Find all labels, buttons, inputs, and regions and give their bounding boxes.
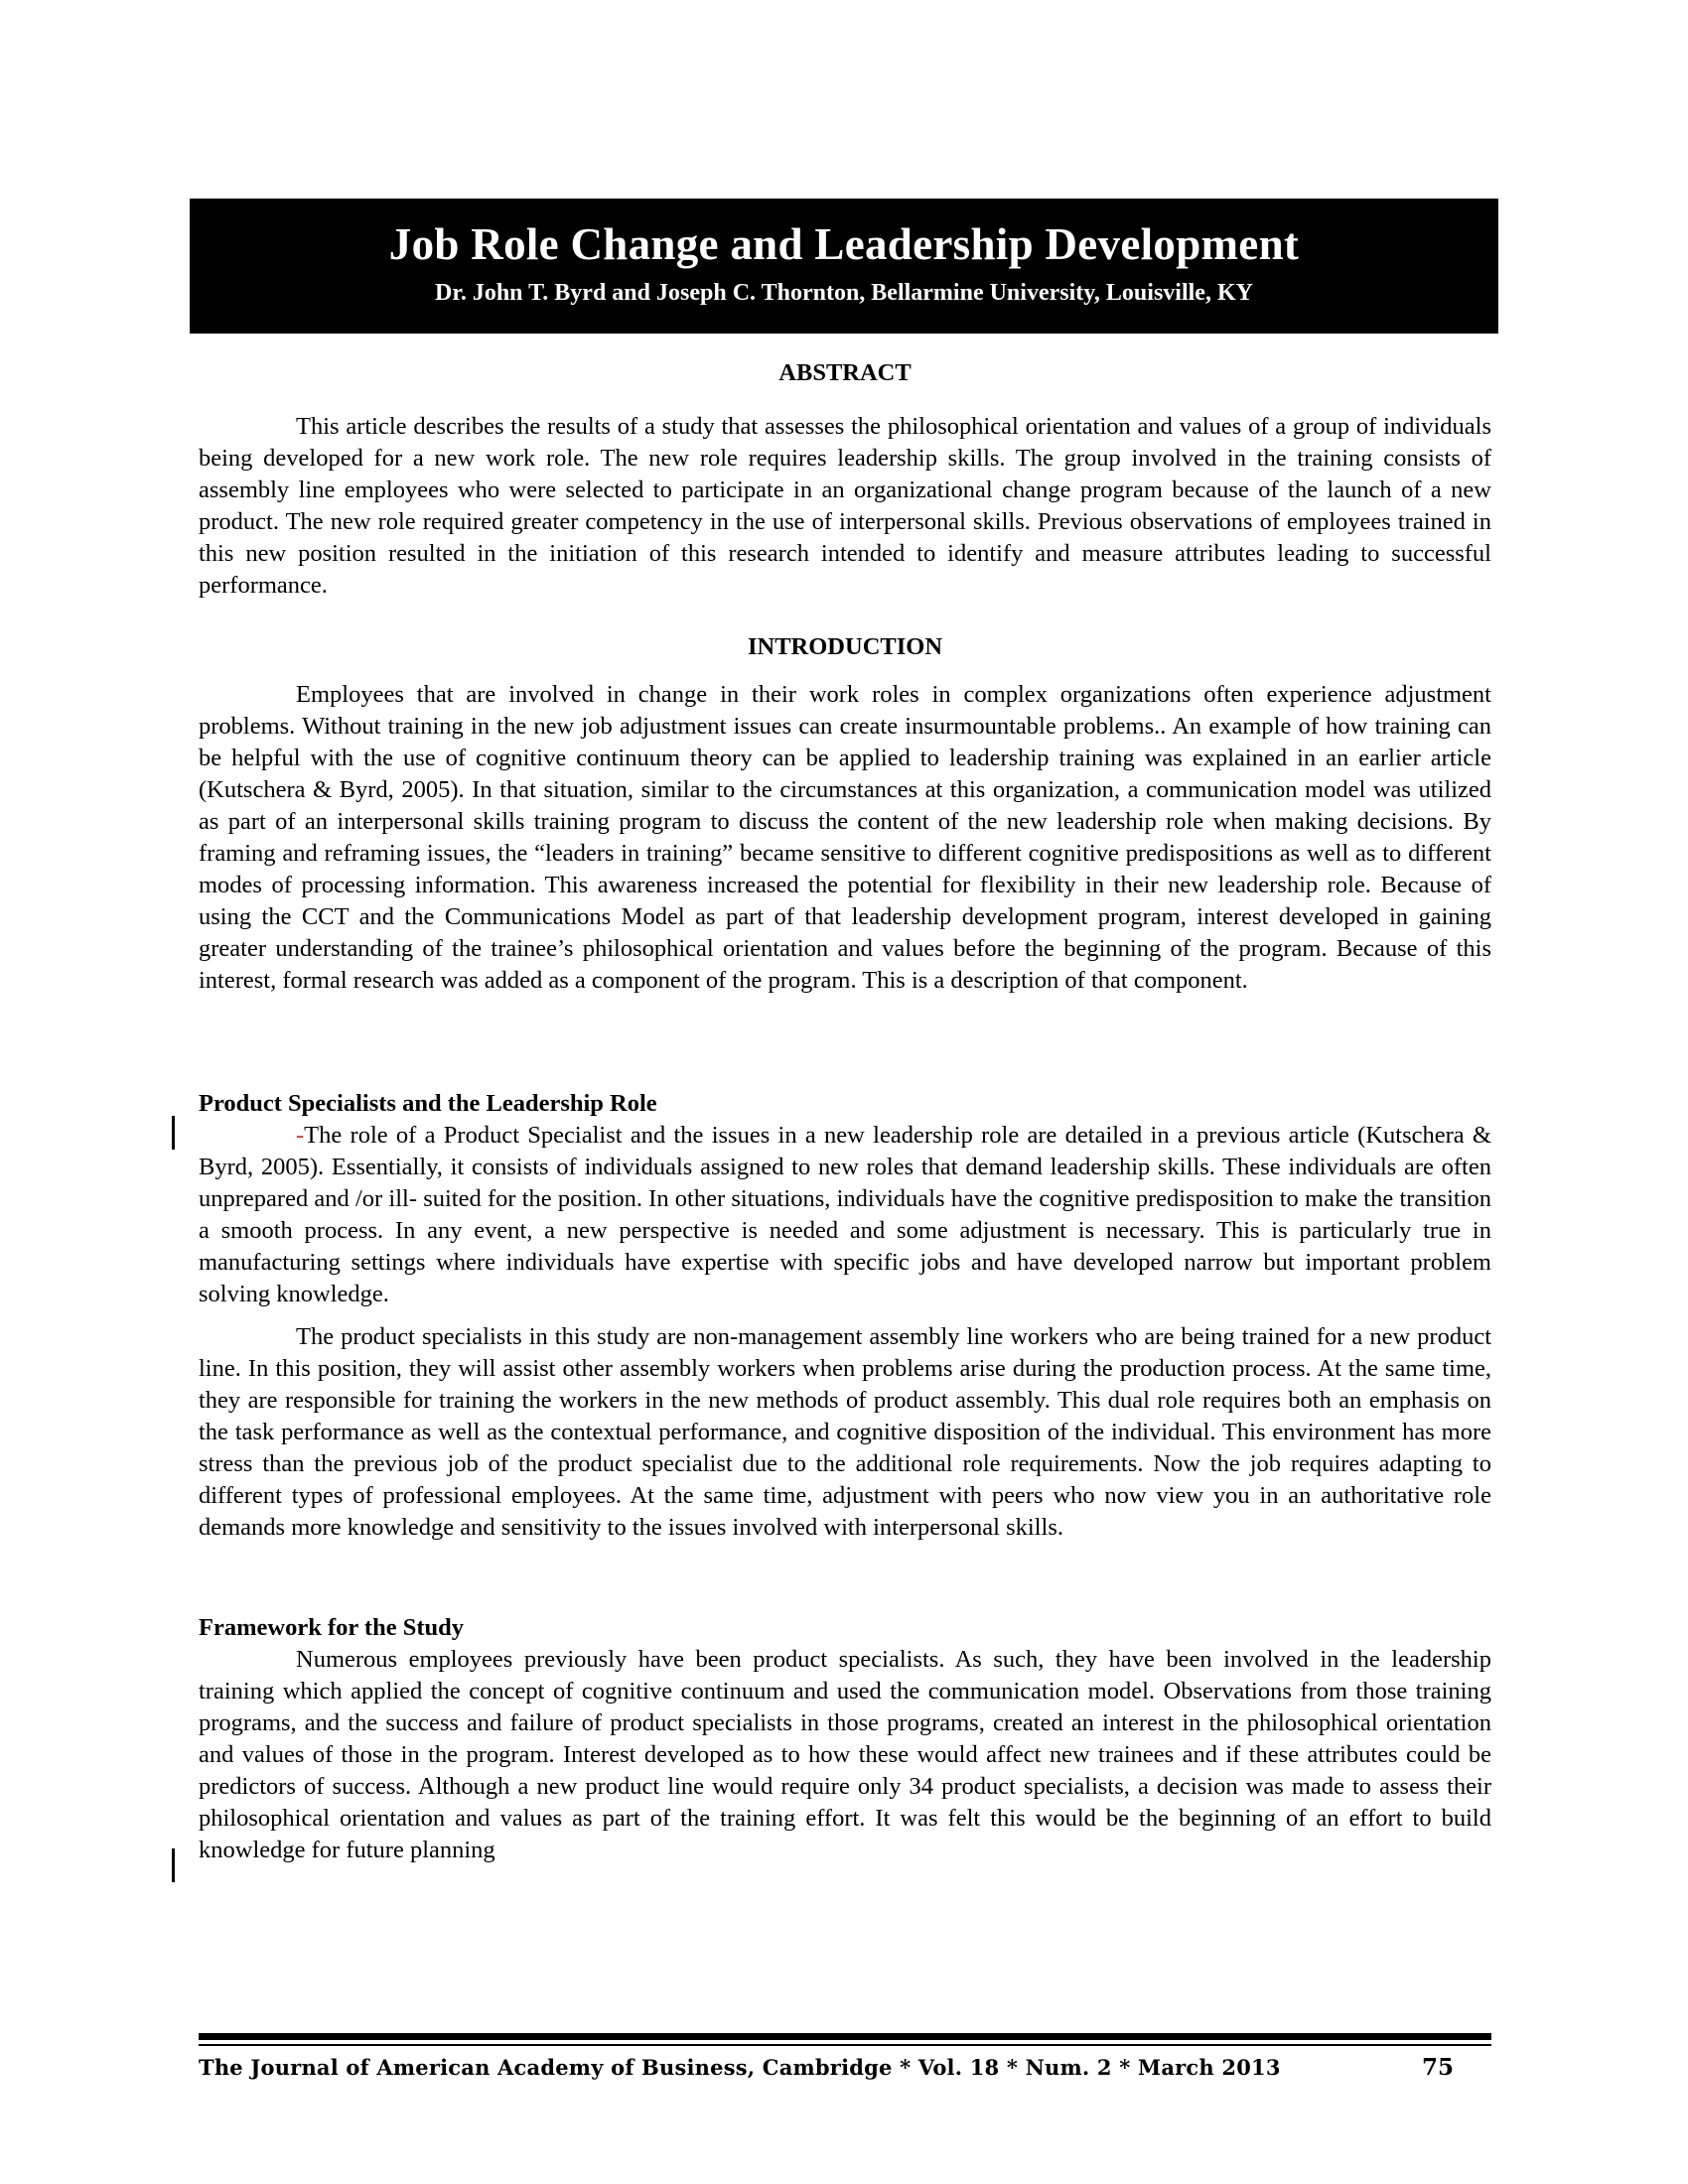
page-number: 75 bbox=[1422, 2054, 1455, 2081]
product-specialists-paragraph-2: The product specialists in this study are non-management assembly line workers who are being trained for a new product line. In this position, they will assist other assembly workers when problems arise during the production process. At the same time, they are responsible for training the workers in the new methods of product assembly. This dual role requires both an emphasis on the task performance as well as the contextual performance, and cognitive disposition of the individual. This environment has more stress than the previous job of the product specialist due to the additional role requirements. Now the job requires adapting to different types of professional employees. At the same time, adjustment with peers who now view you in an authoritative role demands more knowledge and sensitivity to the issues involved with interpersonal skills. bbox=[199, 1323, 1491, 1541]
article-authors: Dr. John T. Byrd and Joseph C. Thornton, Bellarmine University, Louisville, KY bbox=[435, 280, 1253, 306]
product-specialists-body bbox=[199, 1120, 1491, 1544]
abstract-paragraph: This article describes the results of a study that assesses the philosophical orientation and values of a group of individuals being developed for a new work role. The new role requires leadership skills. The group involved in the training consists of assembly line employees who were selected to participate in an organizational change program because of the launch of a new product. The new role required greater competency in the use of interpersonal skills. Previous observations of employees trained in this new position resulted in the initiation of this research intended to identify and measure attributes leading to successful performance. bbox=[199, 413, 1491, 599]
revision-change-bar bbox=[172, 1116, 175, 1150]
framework-heading: Framework for the Study bbox=[199, 1614, 464, 1641]
abstract-body bbox=[199, 411, 1491, 602]
product-specialists-heading: Product Specialists and the Leadership Role bbox=[199, 1090, 657, 1117]
footer-rule-thin bbox=[199, 2044, 1491, 2046]
abstract-heading: ABSTRACT bbox=[778, 359, 912, 386]
introduction-paragraph: Employees that are involved in change in their work roles in complex organizations often experience adjustment problems. Without training in the new job adjustment issues can create insurmountable problems.. An example of how training can be helpful with the use of cognitive continuum theory can be applied to leadership training was explained in an earlier article (Kutschera & Byrd, 2005). In that situation, similar to the circumstances at this organization, a communication model was utilized as part of an interpersonal skills training program to discuss the content of the new leadership role when making decisions. By framing and reframing issues, the “leaders in training” became sensitive to different cognitive predispositions as well as to different modes of processing information. This awareness increased the potential for flexibility in their new leadership role. Because of using the CCT and the Communications Model as part of that leadership development program, interest developed in gaining greater understanding of the trainee’s philosophical orientation and values before the beginning of the program. Because of this interest, formal research was added as a component of the program. This is a description of that component. bbox=[199, 681, 1491, 994]
title-banner bbox=[190, 199, 1498, 334]
framework-paragraph: Numerous employees previously have been product specialists. As such, they have been involved in the leadership training which applied the concept of cognitive continuum and used the communication model. Observations from those training programs, and the success and failure of product specialists in those programs, created an interest in the philosophical orientation and values of those in the program. Interest developed as to how these would affect new trainees and if these attributes could be predictors of success. Although a new product line would require only 34 product specialists, a decision was made to assess their philosophical orientation and values as part of the training effort. It was felt this would be the beginning of an effort to build knowledge for future planning bbox=[199, 1646, 1491, 1863]
footer-rule-thick bbox=[199, 2033, 1491, 2040]
journal-citation: The Journal of American Academy of Business, Cambridge * Vol. 18 * Num. 2 * March 2013 bbox=[199, 2055, 1281, 2080]
revision-mark: - bbox=[296, 1122, 305, 1149]
product-specialists-paragraph-1-text: The role of a Product Specialist and the issues in a new leadership role are detailed in a previous article (Kutschera & Byrd, 2005). Essentially, it consists of individuals assigned to new roles that demand leadership skills. These individuals are often unprepared and /or ill- suited for the position. In other situations, individuals have the cognitive predisposition to make the transition a smooth process. In any event, a new perspective is needed and some adjustment is necessary. This is particularly true in manufacturing settings where individuals have expertise with specific jobs and have developed narrow but important problem solving knowledge. bbox=[199, 1122, 1491, 1307]
article-title: Job Role Change and Leadership Development bbox=[388, 219, 1300, 269]
introduction-heading: INTRODUCTION bbox=[747, 633, 943, 660]
product-specialists-paragraph-1 bbox=[199, 1120, 1491, 1310]
revision-change-bar-2 bbox=[172, 1848, 175, 1882]
introduction-body bbox=[199, 679, 1491, 997]
framework-body bbox=[199, 1644, 1491, 1866]
